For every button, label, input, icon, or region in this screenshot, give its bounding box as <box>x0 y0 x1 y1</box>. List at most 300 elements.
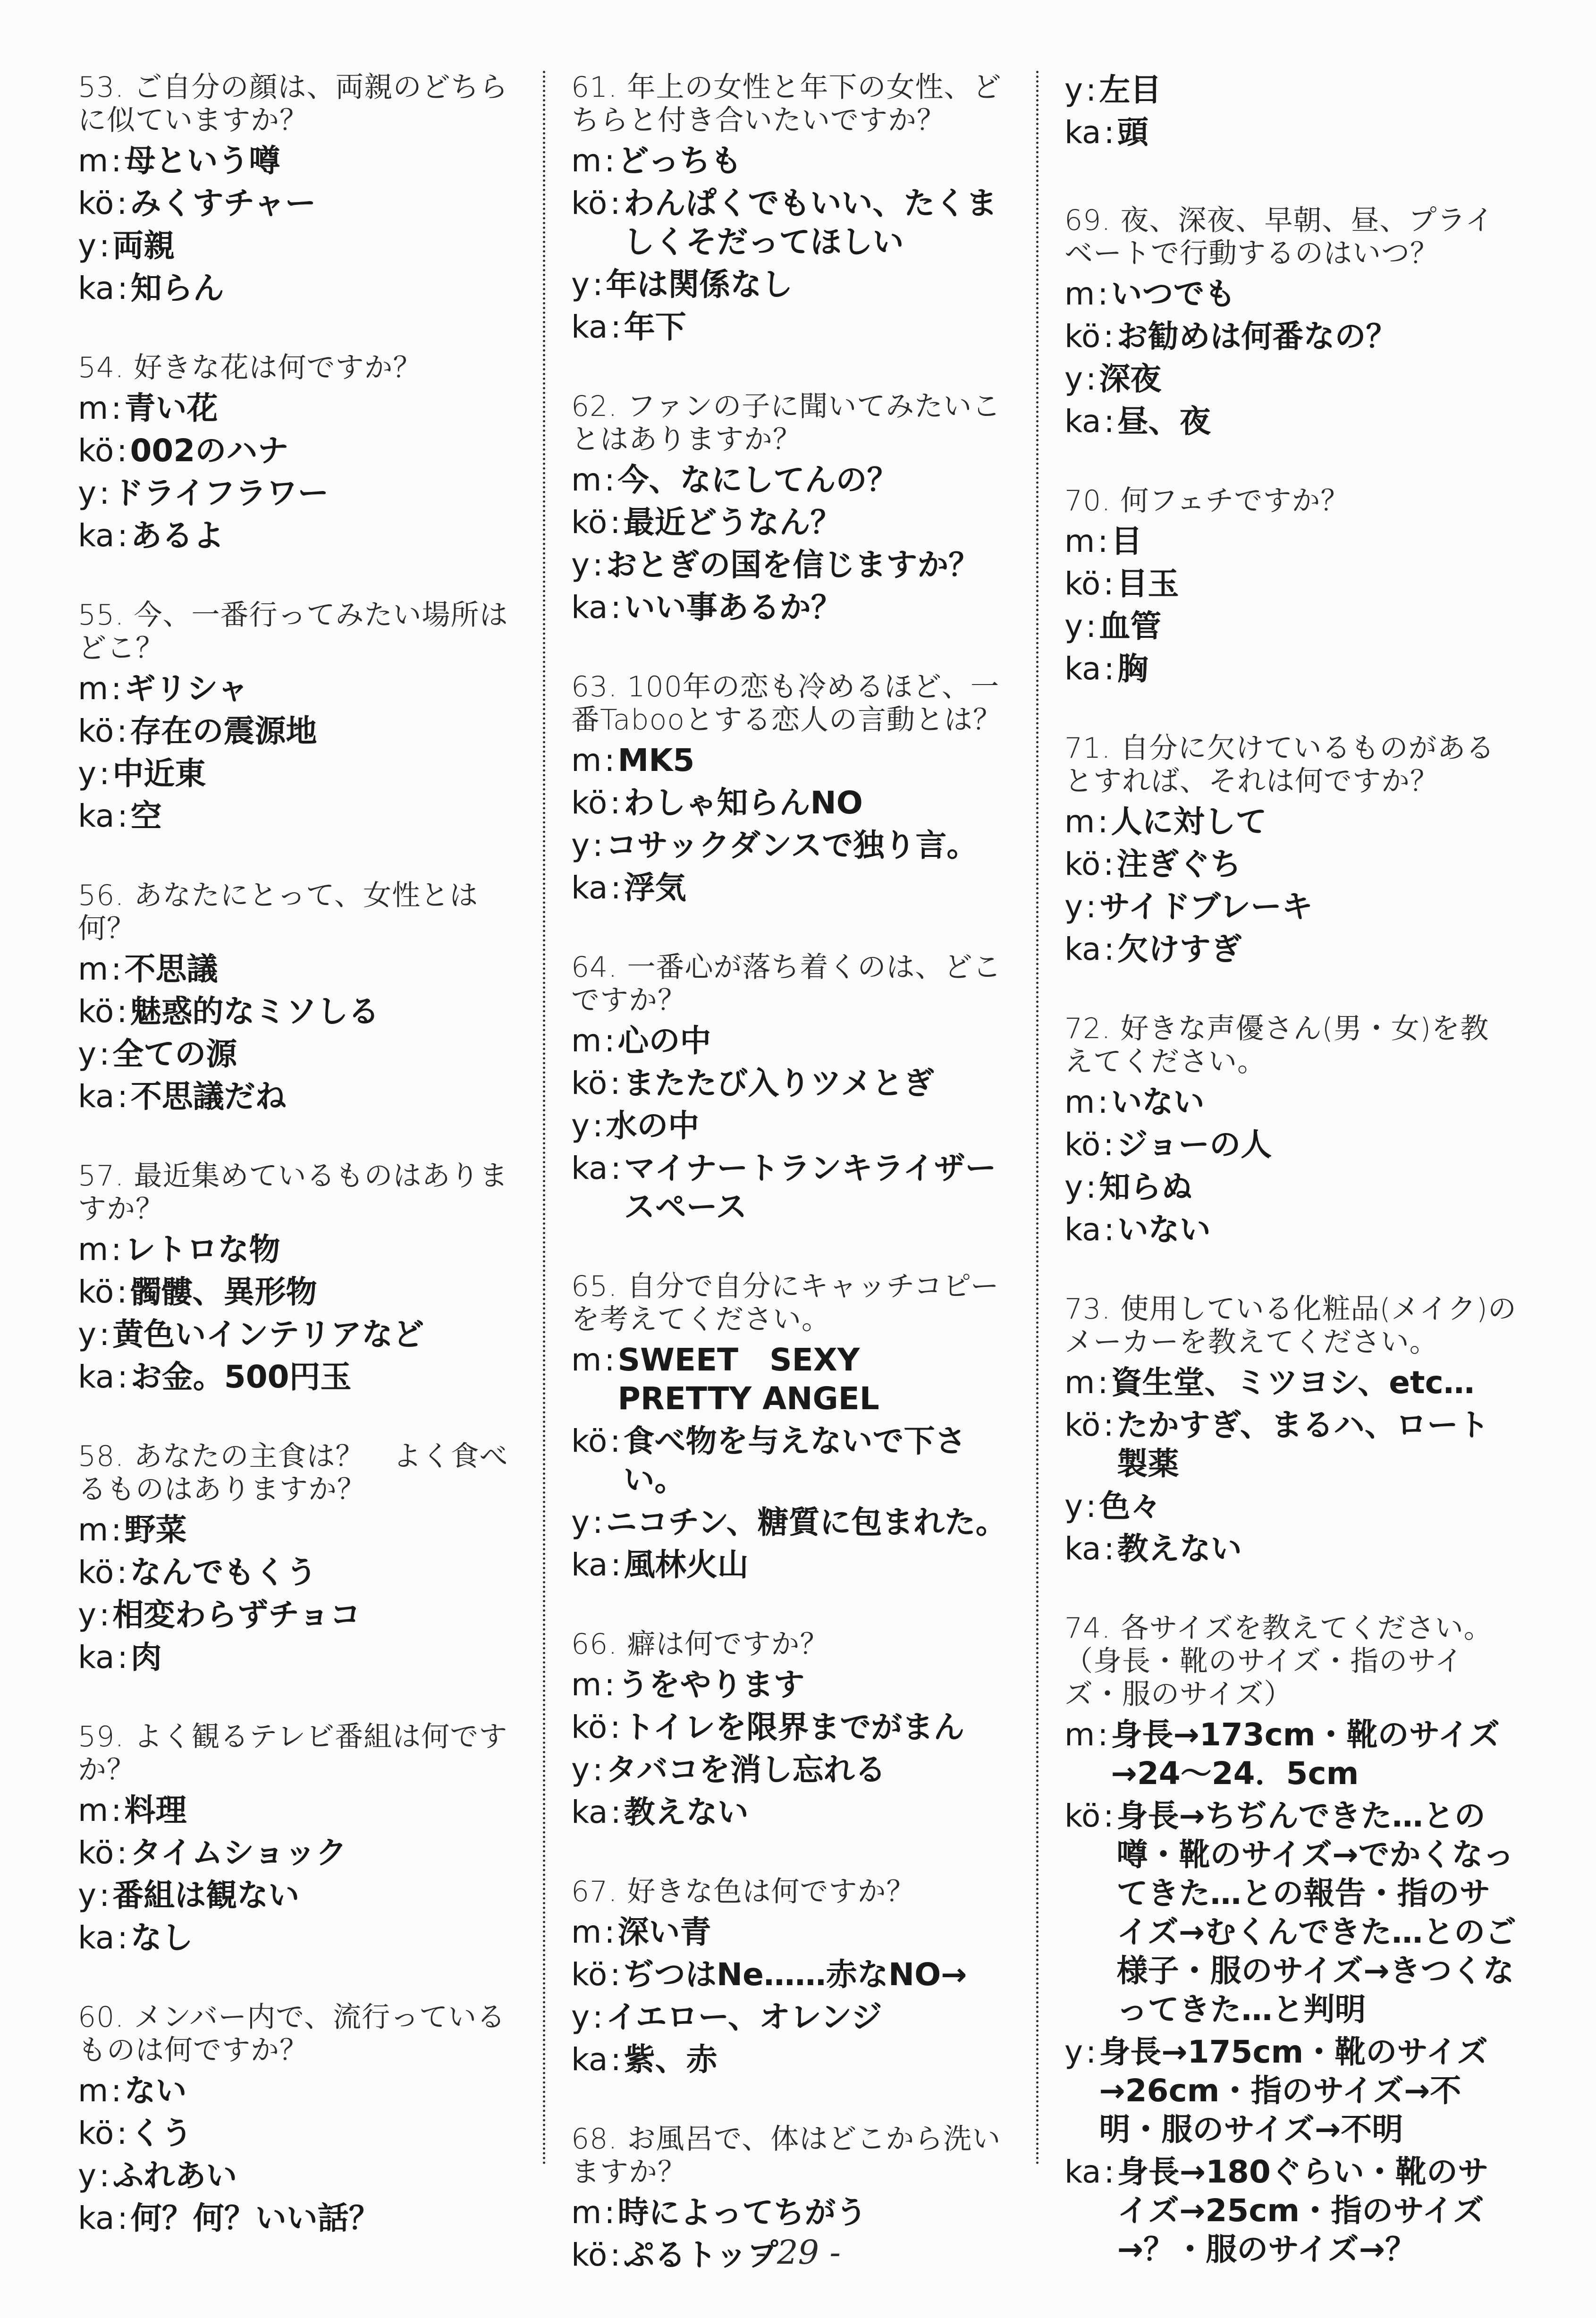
answer-row <box>571 1064 1024 1103</box>
answer-text: 母という噂 <box>124 143 280 179</box>
page-number: - 29 - <box>755 2233 841 2272</box>
respondent-label: y <box>571 1504 590 1540</box>
respondent-label: m <box>571 462 602 498</box>
qa-block <box>571 71 1024 347</box>
respondent-label: m <box>1064 276 1095 312</box>
answer-text: タイムショック <box>130 1835 347 1871</box>
separator: : <box>99 475 110 511</box>
separator: : <box>99 228 110 264</box>
answer-row <box>1064 1168 1518 1207</box>
answer-text: 料理 <box>124 1792 187 1828</box>
answer-row <box>78 1315 531 1354</box>
respondent-label: kö <box>571 1956 608 1993</box>
separator: : <box>117 798 128 834</box>
answer-text: 身長→180ぐらい・靴のサイズ→25cm・指のサイズ→？・服のサイズ→？ <box>1117 2154 1489 2267</box>
answer-text: みくすチャー <box>130 185 316 221</box>
answer-text: 知らぬ <box>1099 1169 1193 1205</box>
answer-text: 不思議 <box>124 951 218 987</box>
answer-row <box>78 1834 531 1872</box>
answer-text: なし <box>130 1920 193 1956</box>
answer-row <box>78 1596 531 1634</box>
separator: : <box>1086 1169 1097 1205</box>
answer-row <box>78 1511 531 1549</box>
answer-text: ドライフラワー <box>112 475 329 511</box>
qa-block <box>78 2001 531 2238</box>
separator: : <box>1098 276 1108 312</box>
answer-row <box>571 1751 1024 1789</box>
answer-row <box>1064 650 1518 688</box>
answer-row <box>78 389 531 428</box>
answer-row <box>571 826 1024 865</box>
answer-row <box>78 516 531 555</box>
answer-text: SWEET SEXY PRETTY ANGEL <box>617 1342 891 1417</box>
answer-text: 黄色いインテリアなど <box>112 1316 424 1353</box>
question-text: 58. あなたの主食は？ よく食べるものはありますか？ <box>78 1440 508 1506</box>
separator: : <box>610 1709 621 1745</box>
answer-row <box>1064 1083 1518 1122</box>
respondent-label: ka <box>78 2200 115 2236</box>
answer-text: 今、なにしてんの？ <box>617 462 898 498</box>
separator: : <box>99 1877 110 1913</box>
separator: : <box>1098 804 1108 840</box>
separator: : <box>610 2237 621 2273</box>
answer-text: なんでもくう <box>130 1554 317 1590</box>
answer-row <box>1064 930 1518 969</box>
answer-row <box>1064 1530 1518 1568</box>
answer-text: MK5 <box>617 742 695 778</box>
answer-text: いい事あるか？ <box>624 589 842 626</box>
answer-row <box>571 503 1024 542</box>
answer-row <box>571 1546 1024 1584</box>
answer-text: 野菜 <box>124 1512 187 1548</box>
separator: : <box>1104 1531 1115 1567</box>
answer-row <box>78 754 531 793</box>
separator: : <box>592 1751 603 1788</box>
respondent-label: m <box>78 2073 109 2109</box>
respondent-label: y <box>78 475 97 511</box>
respondent-label: y <box>1064 888 1083 925</box>
answer-row <box>571 1341 1024 1418</box>
respondent-label: kö <box>78 2115 114 2151</box>
answer-text: 風林火山 <box>624 1547 749 1583</box>
answer-row <box>571 265 1024 304</box>
answer-row <box>1064 360 1518 398</box>
separator: : <box>99 1316 110 1353</box>
answer-row <box>571 1107 1024 1145</box>
separator: : <box>117 2115 127 2151</box>
separator: : <box>610 1547 621 1583</box>
answer-text: マイナートランキライザースペース <box>624 1150 996 1225</box>
question-text: 60. メンバー内で、流行っているものは何ですか？ <box>78 2001 506 2067</box>
separator: : <box>1103 1798 1114 1834</box>
respondent-label: kö <box>1064 318 1101 355</box>
answer-text: ぷるトップ <box>623 2237 778 2273</box>
respondent-label: m <box>78 390 109 426</box>
answer-row <box>1064 317 1518 356</box>
separator: : <box>1086 1488 1097 1524</box>
answer-row <box>78 712 531 751</box>
separator: : <box>1086 888 1097 925</box>
answer-text: 何？何？いい話？ <box>130 2200 380 2236</box>
separator: : <box>111 1231 122 1268</box>
separator: : <box>117 993 127 1030</box>
qa-block <box>1064 71 1518 152</box>
separator: : <box>1103 1126 1114 1163</box>
answer-text: 食べ物を与えないで下さい。 <box>623 1423 966 1498</box>
separator: : <box>610 1794 621 1830</box>
separator: : <box>610 309 621 345</box>
answer-row <box>78 1919 531 1957</box>
answer-row <box>1064 71 1518 110</box>
answer-row <box>78 269 531 308</box>
separator: : <box>117 1835 127 1871</box>
separator: : <box>99 755 110 792</box>
respondent-label: m <box>78 1792 109 1828</box>
respondent-label: kö <box>571 2237 608 2273</box>
respondent-label: ka <box>1064 651 1101 687</box>
separator: : <box>111 951 122 987</box>
qa-block <box>78 1159 531 1396</box>
answer-row <box>78 1876 531 1915</box>
answer-row <box>571 588 1024 627</box>
answer-row <box>78 1077 531 1116</box>
separator: : <box>1098 523 1108 559</box>
respondent-label: kö <box>1064 566 1101 602</box>
answer-text: 人に対して <box>1111 804 1267 840</box>
answer-row <box>78 227 531 265</box>
answer-row <box>78 669 531 708</box>
qa-block <box>78 71 531 308</box>
respondent-label: ka <box>571 2041 608 2078</box>
answer-text: 両親 <box>112 228 175 264</box>
answer-row <box>78 1230 531 1269</box>
qa-block <box>571 390 1024 627</box>
answer-text: レトロな物 <box>124 1231 280 1268</box>
answer-row <box>78 992 531 1031</box>
respondent-label: m <box>571 2194 602 2231</box>
answer-text: いつでも <box>1111 276 1236 312</box>
separator: : <box>1103 1407 1114 1443</box>
respondent-label: m <box>571 1023 602 1059</box>
answer-text: 水の中 <box>606 1108 700 1144</box>
column-2 <box>571 71 1024 2318</box>
separator: : <box>610 1065 621 1101</box>
answer-row <box>571 1149 1024 1227</box>
answer-row <box>1064 1797 1518 2029</box>
respondent-label: kö <box>78 185 114 221</box>
respondent-label: y <box>1064 608 1083 644</box>
respondent-label: m <box>1064 1717 1095 1753</box>
answer-text: 身長→173cm・靴のサイズ→24〜24．5cm <box>1111 1717 1500 1792</box>
qa-block <box>78 1440 531 1677</box>
separator: : <box>99 1597 110 1633</box>
answer-row <box>571 1708 1024 1747</box>
respondent-label: y <box>78 228 97 264</box>
question-text: 73. 使用している化粧品(メイク)のメーカーを教えてください。 <box>1064 1293 1517 1359</box>
separator: : <box>592 1504 603 1540</box>
respondent-label: y <box>571 827 590 863</box>
answer-row <box>571 461 1024 499</box>
separator: : <box>111 1792 122 1828</box>
answer-row <box>1064 1363 1518 1402</box>
question-text: 66. 癖は何ですか？ <box>571 1628 829 1661</box>
separator: : <box>604 742 615 778</box>
respondent-label: m <box>78 670 109 707</box>
answer-text: 身長→ちぢんできた…との噂・靴のサイズ→でかくなってきた…との報告・指のサイズ→むくんできた…とのご様子・服のサイズ→きつくなってきた…と判明 <box>1116 1798 1517 2028</box>
separator: : <box>111 670 122 707</box>
answer-row <box>571 1022 1024 1060</box>
answer-text: 肉 <box>130 1639 162 1675</box>
respondent-label: m <box>571 1342 602 1378</box>
respondent-label: y <box>1064 1169 1083 1205</box>
separator: : <box>117 517 128 554</box>
separator: : <box>1103 566 1114 602</box>
respondent-label: ka <box>78 1078 115 1115</box>
answer-row <box>1064 275 1518 313</box>
respondent-label: kö <box>1064 1126 1101 1163</box>
question-text: 63. 100年の恋も冷めるほど、一番Tabooとする恋人の言動とは？ <box>571 670 1002 736</box>
answer-text: わしゃ知らんNO <box>623 785 863 821</box>
respondent-label: ka <box>78 1920 115 1956</box>
answer-row <box>78 1791 531 1830</box>
column-divider <box>543 71 545 2166</box>
respondent-label: m <box>1064 523 1095 559</box>
answer-text: いない <box>1117 1211 1211 1248</box>
respondent-label: kö <box>571 504 608 541</box>
respondent-label: kö <box>571 785 608 821</box>
answer-row <box>571 1666 1024 1704</box>
answer-text: ない <box>124 2073 187 2109</box>
respondent-label: ka <box>1064 2154 1101 2190</box>
qa-block <box>78 599 531 836</box>
qa-block <box>1064 732 1518 969</box>
answer-row <box>1064 565 1518 603</box>
answer-text: ぢつはNe……赤なNO→ <box>623 1956 967 1993</box>
question-text: 69. 夜、深夜、早朝、昼、プライベートで行動するのはいつ？ <box>1064 204 1494 270</box>
answer-text: イエロー、オレンジ <box>606 1999 882 2035</box>
respondent-label: ka <box>78 270 115 306</box>
respondent-label: y <box>571 1999 590 2035</box>
answer-text: 年は関係なし <box>606 266 793 303</box>
answer-text: おとぎの国を信じますか？ <box>606 547 980 583</box>
answer-text: 時によってちがう <box>617 2194 867 2231</box>
question-text: 54. 好きな花は何ですか？ <box>78 351 422 384</box>
answer-row <box>78 1638 531 1677</box>
answer-row <box>571 2193 1024 2232</box>
respondent-label: m <box>78 143 109 179</box>
qa-block <box>78 351 531 555</box>
answer-text: 頭 <box>1117 114 1148 151</box>
respondent-label: ka <box>1064 1531 1101 1567</box>
separator: : <box>610 870 621 906</box>
answer-text: 資生堂、ミツヨシ、etc… <box>1111 1364 1475 1401</box>
separator: : <box>1104 2154 1115 2190</box>
answer-text: 色々 <box>1099 1488 1162 1524</box>
answer-row <box>1064 1125 1518 1164</box>
question-text: 64. 一番心が落ち着くのは、どこですか？ <box>571 951 1002 1017</box>
answer-text: 空 <box>130 798 162 834</box>
respondent-label: ka <box>1064 1211 1101 1248</box>
answer-row <box>571 1422 1024 1499</box>
question-text: 67. 好きな色は何ですか？ <box>571 1875 915 1908</box>
answer-text: 深夜 <box>1099 361 1162 397</box>
answer-row <box>571 869 1024 907</box>
answer-text: またたび入りツメとぎ <box>623 1065 935 1101</box>
answer-text: 全ての源 <box>112 1036 237 1072</box>
question-text: 59. よく観るテレビ番組は何ですか？ <box>78 1720 508 1786</box>
answer-row <box>1064 1716 1518 1793</box>
answer-row <box>78 184 531 223</box>
respondent-label: y <box>571 1751 590 1788</box>
qa-block <box>78 1720 531 1957</box>
answer-text: 最近どうなん？ <box>623 504 842 541</box>
qa-block <box>78 879 531 1116</box>
respondent-label: ka <box>571 1547 608 1583</box>
separator: : <box>604 1342 615 1378</box>
separator: : <box>592 547 603 583</box>
respondent-label: kö <box>1064 1407 1101 1443</box>
respondent-label: m <box>78 1231 109 1268</box>
answer-row <box>1064 803 1518 841</box>
respondent-label: kö <box>78 432 114 469</box>
answer-row <box>571 784 1024 822</box>
respondent-label: ka <box>1064 931 1101 967</box>
separator: : <box>1104 931 1115 967</box>
respondent-label: m <box>1064 1364 1095 1401</box>
answer-text: 髑髏、異形物 <box>130 1274 317 1310</box>
respondent-label: ka <box>78 1359 115 1395</box>
answer-row <box>78 2157 531 2195</box>
separator: : <box>604 1914 615 1950</box>
answer-row <box>571 142 1024 180</box>
answer-text: たかすぎ、まるハ、ロート製薬 <box>1116 1407 1489 1482</box>
answer-text: 相変わらずチョコ <box>112 1597 361 1633</box>
answer-text: 年下 <box>624 309 686 345</box>
respondent-label: y <box>78 2157 97 2194</box>
respondent-label: ka <box>571 309 608 345</box>
respondent-label: y <box>1064 72 1083 108</box>
question-text: 55. 今、一番行ってみたい場所はどこ？ <box>78 599 508 665</box>
answer-text: くう <box>130 2115 193 2151</box>
answer-text: 心の中 <box>617 1023 711 1059</box>
respondent-label: m <box>571 143 602 179</box>
separator: : <box>111 390 122 426</box>
separator: : <box>117 432 127 469</box>
question-text: 53. ご自分の顔は、両親のどちらに似ていますか？ <box>78 71 508 137</box>
separator: : <box>1086 72 1097 108</box>
separator: : <box>111 2073 122 2109</box>
answer-text: 目玉 <box>1116 566 1179 602</box>
qa-block <box>1064 204 1518 441</box>
answer-row <box>571 1998 1024 2037</box>
answer-text: ニコチン、糖質に包まれた。 <box>606 1504 1007 1540</box>
respondent-label: m <box>571 1667 602 1703</box>
answer-row <box>1064 1487 1518 1526</box>
question-text: 61. 年上の女性と年下の女性、どちらと付き合いたいですか？ <box>571 71 1002 137</box>
separator: : <box>1086 2034 1097 2070</box>
separator: : <box>1103 846 1114 882</box>
answer-text: いない <box>1111 1084 1205 1120</box>
respondent-label: kö <box>1064 846 1101 882</box>
answer-text: 左目 <box>1099 72 1162 108</box>
answer-row <box>78 2072 531 2110</box>
answer-row <box>571 546 1024 584</box>
answer-text: コサックダンスで独り言。 <box>606 827 978 863</box>
respondent-label: ka <box>571 1794 608 1830</box>
respondent-label: kö <box>78 1554 114 1590</box>
respondent-label: ka <box>1064 114 1101 151</box>
question-text: 56. あなたにとって、女性とは何？ <box>78 879 479 945</box>
answer-text: 教えない <box>624 1794 749 1830</box>
answer-row <box>1064 1210 1518 1249</box>
answer-row <box>1064 402 1518 441</box>
separator: : <box>111 1512 122 1548</box>
separator: : <box>1086 608 1097 644</box>
qa-block <box>1064 1293 1518 1568</box>
answer-text: 教えない <box>1117 1531 1242 1567</box>
separator: : <box>99 1036 110 1072</box>
respondent-label: m <box>78 951 109 987</box>
answer-text: あるよ <box>130 517 224 554</box>
answer-row <box>78 2114 531 2153</box>
answer-text: サイドブレーキ <box>1099 888 1313 925</box>
respondent-label: kö <box>78 1274 114 1310</box>
answer-text: 紫、赤 <box>624 2041 718 2078</box>
answer-row <box>78 2199 531 2238</box>
respondent-label: ka <box>78 798 115 834</box>
respondent-label: ka <box>571 1150 608 1186</box>
qa-block <box>571 951 1024 1227</box>
qa-block <box>1064 484 1518 688</box>
question-text: 62. ファンの子に聞いてみたいことはありますか？ <box>571 390 1001 456</box>
respondent-label: y <box>1064 1488 1083 1524</box>
answer-row <box>78 1273 531 1311</box>
respondent-label: y <box>1064 2034 1083 2070</box>
answer-text: わんぱくでもいい、たくましくそだってほしい <box>623 185 997 260</box>
separator: : <box>592 1999 603 2035</box>
qa-block <box>1064 1012 1518 1249</box>
answer-row <box>78 474 531 513</box>
separator: : <box>592 266 603 303</box>
separator: : <box>117 1920 128 1956</box>
separator: : <box>1104 114 1115 151</box>
answer-row <box>78 1035 531 1074</box>
respondent-label: ka <box>571 870 608 906</box>
separator: : <box>610 589 621 626</box>
answer-row <box>78 1553 531 1592</box>
question-text: 71. 自分に欠けているものがあるとすれば、それは何ですか？ <box>1064 732 1495 798</box>
answer-row <box>1064 113 1518 152</box>
answer-text: 胸 <box>1117 651 1148 687</box>
respondent-label: m <box>571 742 602 778</box>
separator: : <box>604 2194 615 2231</box>
separator: : <box>604 1667 615 1703</box>
question-text: 70. 何フェチですか？ <box>1064 484 1350 517</box>
question-text: 74. 各サイズを教えてください。（身長・靴のサイズ・指のサイズ・服のサイズ） <box>1064 1612 1493 1711</box>
qa-block <box>571 670 1024 907</box>
respondent-label: kö <box>78 713 114 749</box>
answer-text: タバコを消し忘れる <box>606 1751 886 1788</box>
separator: : <box>592 827 603 863</box>
respondent-label: y <box>78 1597 97 1633</box>
answer-text: 浮気 <box>624 870 686 906</box>
answer-text: ギリシャ <box>124 670 249 707</box>
separator: : <box>610 1423 621 1459</box>
column-1 <box>78 71 531 2281</box>
respondent-label: ka <box>1064 403 1101 440</box>
respondent-label: kö <box>78 993 114 1030</box>
answer-row <box>1064 845 1518 884</box>
